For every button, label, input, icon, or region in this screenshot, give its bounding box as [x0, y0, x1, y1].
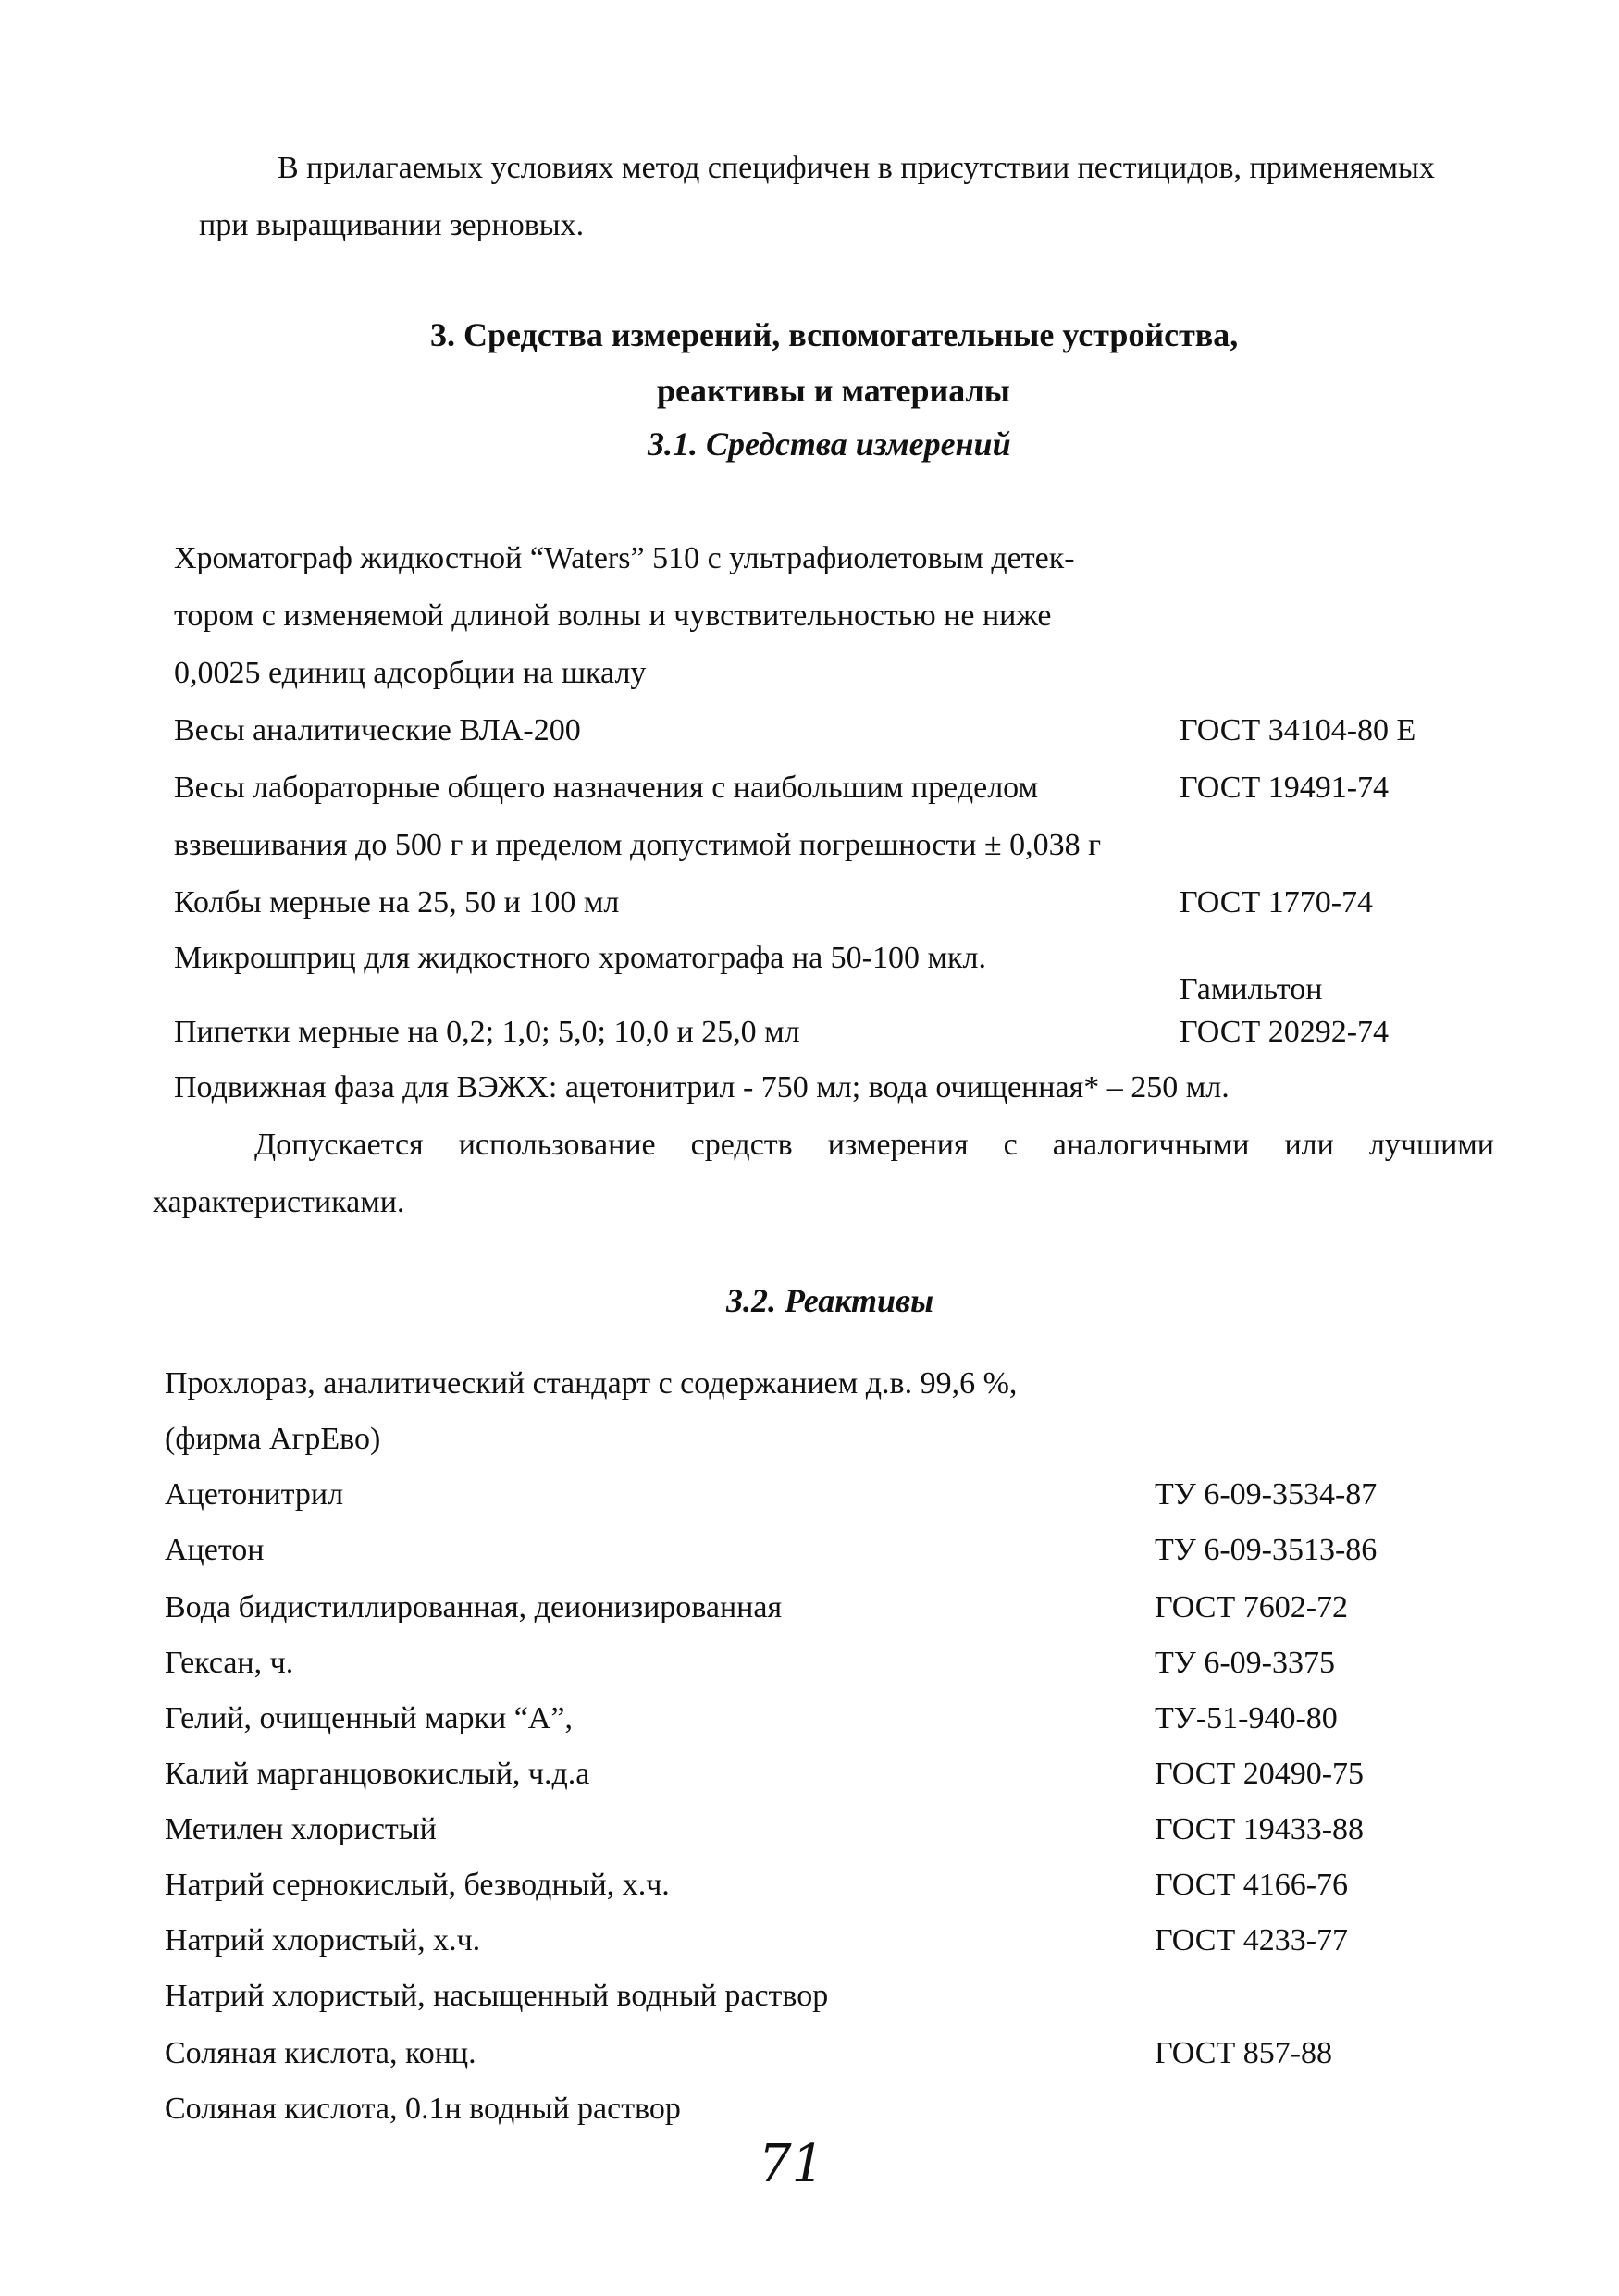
instrument-line: взвешивания до 500 г и пределом допустимой погрешности ± 0,038 г: [174, 828, 1102, 862]
reagent-line: Ацетон: [165, 1533, 265, 1567]
instrument-standard: ГОСТ 1770-74: [1180, 885, 1374, 920]
reagent-standard: ГОСТ 857-88: [1155, 2036, 1333, 2070]
allowed-line-2: характеристиками.: [153, 1185, 405, 1219]
instrument-line: Весы аналитические ВЛА-200: [174, 713, 581, 747]
reagent-line: (фирма АгрЕво): [165, 1422, 381, 1456]
reagent-standard: ТУ 6-09-3534-87: [1155, 1477, 1378, 1512]
section-3-title-line-1: 3. Средства измерений, вспомогательные устройства,: [430, 316, 1239, 353]
instrument-standard: ГОСТ 34104-80 Е: [1180, 713, 1416, 747]
reagent-line: Калий марганцовокислый, ч.д.а: [165, 1757, 590, 1791]
reagent-line: Натрий сернокислый, безводный, х.ч.: [165, 1868, 670, 1902]
reagent-line: Прохлораз, аналитический стандарт с содержанием д.в. 99,6 %,: [165, 1366, 1018, 1401]
reagent-line: Вода бидистиллированная, деионизированная: [165, 1590, 783, 1624]
reagent-line: Гексан, ч.: [165, 1646, 294, 1680]
allowed-line-1: Допускается использование средств измерения с аналогичными или лучшими: [254, 1128, 1494, 1162]
instrument-line: Весы лабораторные общего назначения с наибольшим пределом: [174, 771, 1039, 805]
subsection-3-2-title: 3.2. Реактивы: [726, 1282, 934, 1319]
reagent-line: Соляная кислота, 0.1н водный раствор: [165, 2092, 681, 2126]
subsection-3-1-title: 3.1. Средства измерений: [648, 426, 1011, 463]
instrument-standard: ГОСТ 19491-74: [1180, 771, 1390, 805]
reagent-line: Соляная кислота, конц.: [165, 2036, 476, 2070]
instrument-line: тором с изменяемой длиной волны и чувствительностью не ниже: [174, 599, 1052, 633]
reagent-standard: ТУ 6-09-3375: [1155, 1646, 1335, 1680]
instrument-line: Микрошприц для жидкостного хроматографа на 50-100 мкл.: [174, 941, 987, 975]
reagent-standard: ГОСТ 20490-75: [1155, 1757, 1365, 1791]
intro-line-1: В прилагаемых условиях метод специфичен в присутствии пестицидов, применяемых: [278, 151, 1435, 185]
page-number: 71: [759, 2134, 825, 2194]
reagent-standard: ГОСТ 4166-76: [1155, 1868, 1349, 1902]
reagent-line: Ацетонитрил: [165, 1477, 344, 1512]
reagent-standard: ГОСТ 7602-72: [1155, 1590, 1349, 1624]
reagent-standard: ГОСТ 4233-77: [1155, 1923, 1349, 1957]
reagent-line: Гелий, очищенный марки “А”,: [165, 1701, 573, 1735]
instrument-line: Хроматограф жидкостной “Waters” 510 с ультрафиолетовым детек-: [174, 541, 1075, 575]
reagent-standard: ТУ-51-940-80: [1155, 1701, 1338, 1735]
section-3-title-line-2: реактивы и материалы: [657, 372, 1010, 409]
reagent-line: Натрий хлористый, х.ч.: [165, 1923, 481, 1957]
instrument-line: Колбы мерные на 25, 50 и 100 мл: [174, 885, 620, 920]
reagent-standard: ГОСТ 19433-88: [1155, 1812, 1365, 1846]
reagent-line: Натрий хлористый, насыщенный водный раствор: [165, 1979, 829, 2013]
instrument-line: Подвижная фаза для ВЭЖХ: ацетонитрил - 750 мл; вода очищенная* – 250 мл.: [174, 1070, 1230, 1105]
instrument-standard: Гамильтон: [1180, 972, 1323, 1006]
reagent-standard: ТУ 6-09-3513-86: [1155, 1533, 1378, 1567]
intro-line-2: при выращивании зерновых.: [199, 208, 585, 242]
reagent-line: Метилен хлористый: [165, 1812, 437, 1846]
instrument-line: Пипетки мерные на 0,2; 1,0; 5,0; 10,0 и 25,0 мл: [174, 1015, 800, 1049]
instrument-line: 0,0025 единиц адсорбции на шкалу: [174, 656, 647, 690]
instrument-standard: ГОСТ 20292-74: [1180, 1015, 1390, 1049]
